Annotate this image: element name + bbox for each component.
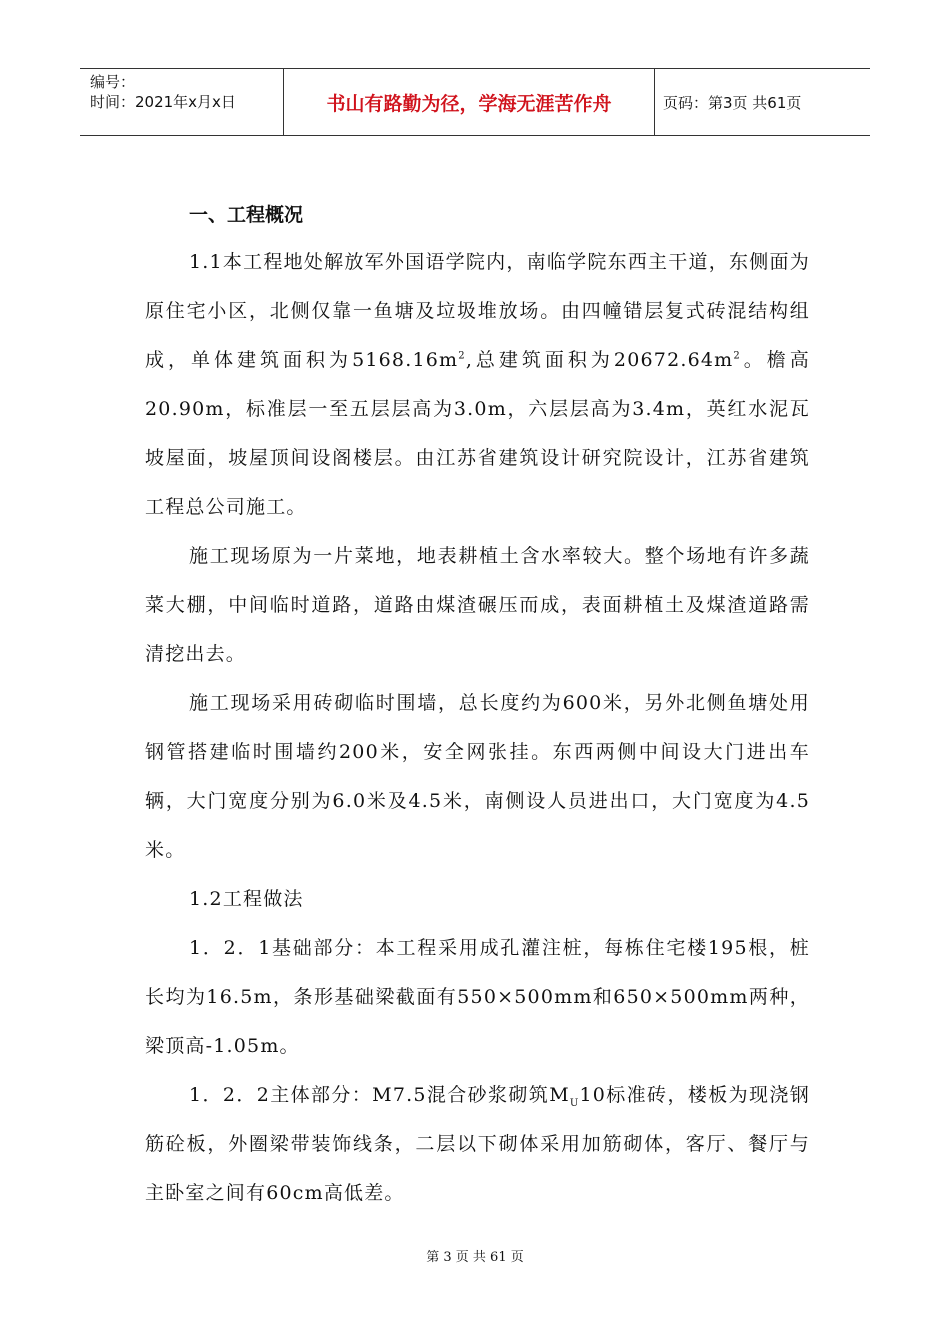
page-header bbox=[80, 68, 870, 136]
document-date: 时间：2021年x月x日 bbox=[90, 93, 236, 111]
superscript-2: 2 bbox=[733, 350, 741, 362]
section-title: 一、工程概况 bbox=[189, 204, 304, 226]
paragraph-site-enclosure: 施工现场采用砖砌临时围墙，总长度约为600米，另外北侧鱼塘处用钢管搭建临时围墙约200米，安全网张挂。东西两侧中间设大门进出车辆，大门宽度分别为6.0米及4.5米，南侧设人员进出口，大门宽度为4.5米。 bbox=[145, 692, 810, 861]
paragraph-foundation: 1．2．1基础部分：本工程采用成孔灌注桩，每栋住宅楼195根，桩长均为16.5m，条形基础梁截面有550×500mm和650×500mm两种，梁顶高-1.05m。 bbox=[145, 937, 810, 1057]
paragraph-site-condition: 施工现场原为一片菜地，地表耕植土含水率较大。整个场地有许多蔬菜大棚，中间临时道路，道路由煤渣碾压而成，表面耕植土及煤渣道路需清挖出去。 bbox=[145, 545, 810, 665]
document-number-label: 编号： bbox=[90, 73, 136, 91]
subscript-u: U bbox=[569, 1097, 580, 1109]
paragraph-project-location: 1.1本工程地处解放军外国语学院内，南临学院东西主干道，东侧面为原住宅小区，北侧仅靠一鱼塘及垃圾堆放场。由四幢错层复式砖混结构组成，单体建筑面积为$5168.16m^2$,总建筑面积为$20672.64m^2$。檐高20.90m，标准层一至五层层高为3.0m，六层层高为3.4m，英红水泥瓦坡屋面，坡屋顶间设阁楼层。由江苏省建筑设计研究院设计，江苏省建筑工程总公司施工。 bbox=[145, 251, 810, 518]
header-page-info: 页码：第3页 共61页 bbox=[663, 93, 802, 112]
header-motto: 书山有路勤为径，学海无涯苦作舟 bbox=[283, 69, 655, 135]
document-body bbox=[145, 192, 810, 1218]
paragraph-method-heading: 1.2工程做法 bbox=[189, 888, 304, 910]
header-meta bbox=[80, 69, 283, 135]
paragraph-main-structure: 1．2．2主体部分：M7.5混合砂浆砌筑$M_U10$标准砖，楼板为现浇钢筋砼板，外圈梁带装饰线条，二层以下砌体采用加筋砌体，客厅、餐厅与主卧室之间有60cm高低差。 bbox=[145, 1084, 810, 1204]
page-footer: 第 3 页 共 61 页 bbox=[426, 1250, 524, 1265]
